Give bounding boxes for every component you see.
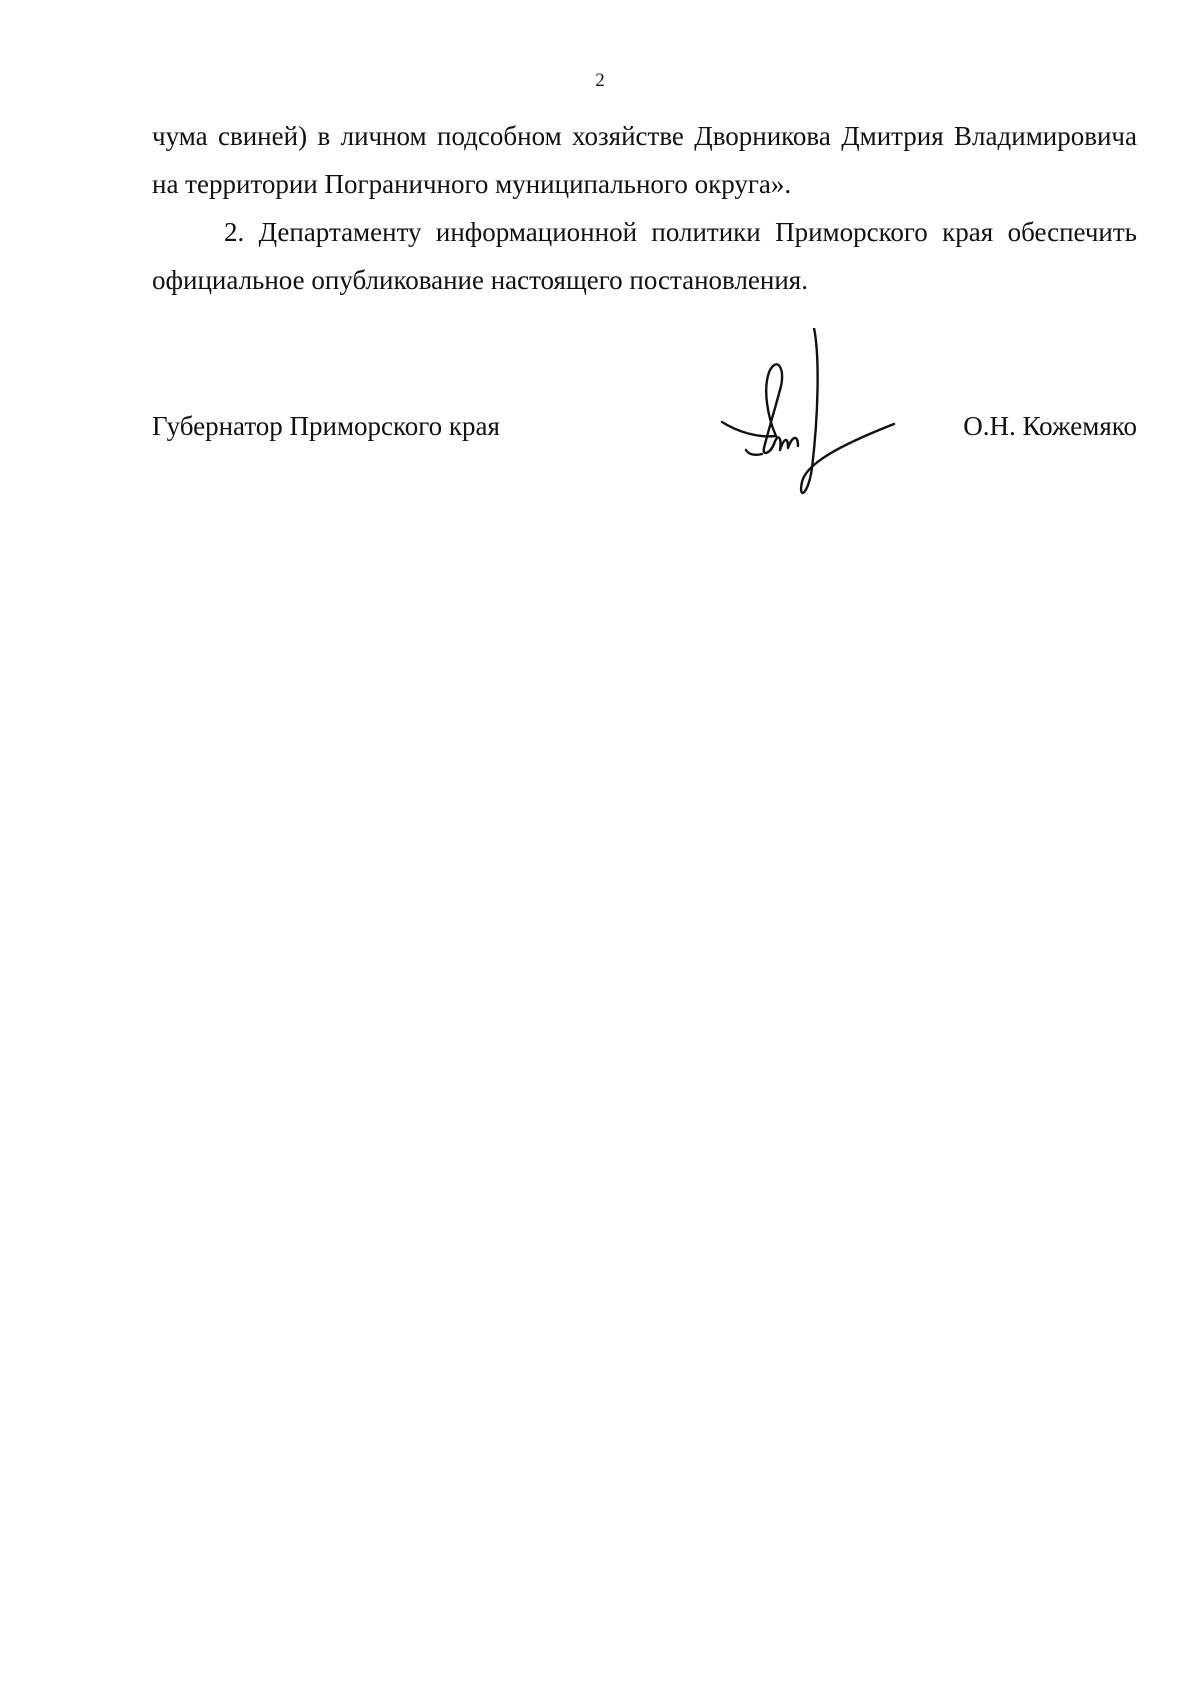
paragraph-item-2: 2. Департаменту информационной политики Приморского края обеспечить официальное опубликование настоящего постановления. xyxy=(152,217,1137,295)
page-number: 2 xyxy=(595,70,605,91)
signature-block xyxy=(152,406,1137,446)
paragraph-continuation: чума свиней) в личном подсобном хозяйстве Дворникова Дмитрия Владимировича на территории Пограничного муниципального округа». xyxy=(152,121,1137,199)
signatory-name: О.Н. Кожемяко xyxy=(963,411,1137,441)
signatory-position: Губернатор Приморского края xyxy=(152,411,500,441)
document-body xyxy=(152,112,1137,304)
